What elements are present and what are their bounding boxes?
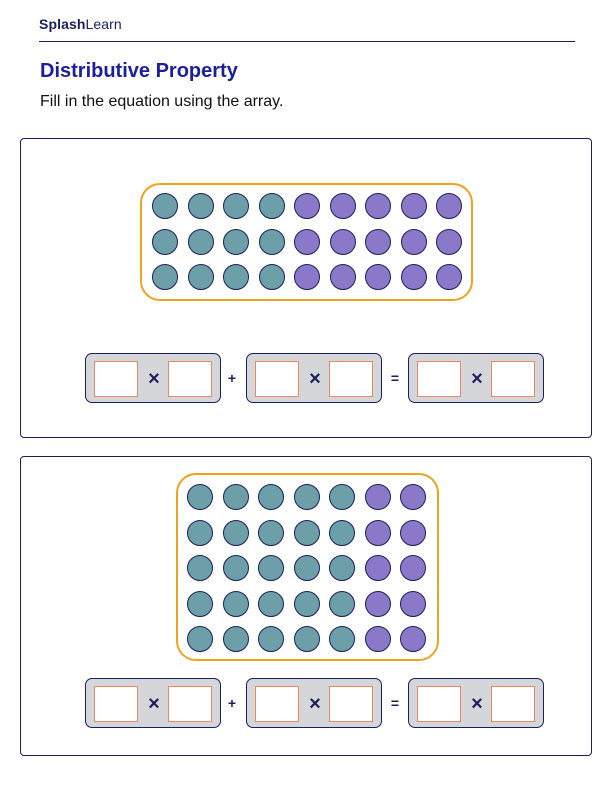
purple-dot: [400, 484, 426, 510]
teal-dot: [223, 626, 249, 652]
problem-card-1: [20, 138, 592, 438]
times-sign: ×: [148, 693, 160, 715]
answer-box[interactable]: [94, 686, 138, 722]
teal-dot: [259, 229, 285, 255]
plus-sign: +: [227, 370, 237, 386]
purple-dot: [365, 520, 391, 546]
plus-sign: +: [227, 695, 237, 711]
purple-dot: [365, 591, 391, 617]
teal-dot: [223, 555, 249, 581]
teal-dot: [223, 193, 249, 219]
answer-box[interactable]: [329, 361, 373, 397]
times-sign: ×: [471, 368, 483, 390]
purple-dot: [400, 626, 426, 652]
answer-box[interactable]: [417, 361, 461, 397]
teal-dot: [294, 626, 320, 652]
teal-dot: [259, 193, 285, 219]
teal-dot: [188, 229, 214, 255]
teal-dot: [223, 264, 249, 290]
purple-dot: [330, 193, 356, 219]
teal-dot: [294, 520, 320, 546]
purple-dot: [365, 555, 391, 581]
teal-dot: [187, 591, 213, 617]
purple-dot: [436, 229, 462, 255]
teal-dot: [152, 229, 178, 255]
answer-box[interactable]: [417, 686, 461, 722]
teal-dot: [258, 484, 284, 510]
answer-box[interactable]: [168, 361, 212, 397]
teal-dot: [329, 626, 355, 652]
teal-dot: [329, 484, 355, 510]
times-sign: ×: [471, 693, 483, 715]
teal-dot: [223, 591, 249, 617]
splashlearn-logo: [39, 16, 122, 32]
product-pair-total: [408, 678, 544, 728]
purple-dot: [436, 193, 462, 219]
purple-dot: [294, 264, 320, 290]
teal-dot: [329, 591, 355, 617]
product-pair-1: [85, 353, 221, 403]
teal-dot: [187, 484, 213, 510]
purple-dot: [401, 264, 427, 290]
purple-dot: [400, 591, 426, 617]
teal-dot: [187, 520, 213, 546]
purple-dot: [365, 229, 391, 255]
purple-dot: [330, 264, 356, 290]
teal-dot: [187, 555, 213, 581]
teal-dot: [187, 626, 213, 652]
times-sign: ×: [309, 368, 321, 390]
equals-sign: =: [390, 695, 400, 711]
product-pair-total: [408, 353, 544, 403]
purple-dot: [401, 193, 427, 219]
teal-dot: [188, 193, 214, 219]
teal-dot: [329, 520, 355, 546]
logo-bold-text: Splash: [39, 16, 86, 32]
answer-box[interactable]: [491, 686, 535, 722]
teal-dot: [258, 555, 284, 581]
purple-dot: [294, 193, 320, 219]
equals-sign: =: [390, 370, 400, 386]
purple-dot: [330, 229, 356, 255]
answer-box[interactable]: [255, 361, 299, 397]
purple-dot: [365, 484, 391, 510]
purple-dot: [400, 555, 426, 581]
teal-dot: [258, 520, 284, 546]
teal-dot: [223, 484, 249, 510]
instructions: Fill in the equation using the array.: [40, 93, 284, 110]
product-pair-2: [246, 353, 382, 403]
purple-dot: [401, 229, 427, 255]
header-divider: [39, 41, 575, 42]
times-sign: ×: [148, 368, 160, 390]
purple-dot: [365, 193, 391, 219]
teal-dot: [329, 555, 355, 581]
answer-box[interactable]: [329, 686, 373, 722]
teal-dot: [259, 264, 285, 290]
page-title: Distributive Property: [40, 60, 238, 82]
answer-box[interactable]: [168, 686, 212, 722]
teal-dot: [294, 484, 320, 510]
purple-dot: [294, 229, 320, 255]
teal-dot: [223, 520, 249, 546]
purple-dot: [436, 264, 462, 290]
teal-dot: [258, 626, 284, 652]
times-sign: ×: [309, 693, 321, 715]
logo-light-text: Learn: [85, 16, 122, 32]
purple-dot: [365, 264, 391, 290]
teal-dot: [223, 229, 249, 255]
purple-dot: [365, 626, 391, 652]
teal-dot: [294, 555, 320, 581]
product-pair-1: [85, 678, 221, 728]
teal-dot: [258, 591, 284, 617]
purple-dot: [400, 520, 426, 546]
teal-dot: [188, 264, 214, 290]
problem-card-2: [20, 456, 592, 756]
teal-dot: [294, 591, 320, 617]
product-pair-2: [246, 678, 382, 728]
answer-box[interactable]: [94, 361, 138, 397]
answer-box[interactable]: [491, 361, 535, 397]
teal-dot: [152, 193, 178, 219]
teal-dot: [152, 264, 178, 290]
answer-box[interactable]: [255, 686, 299, 722]
